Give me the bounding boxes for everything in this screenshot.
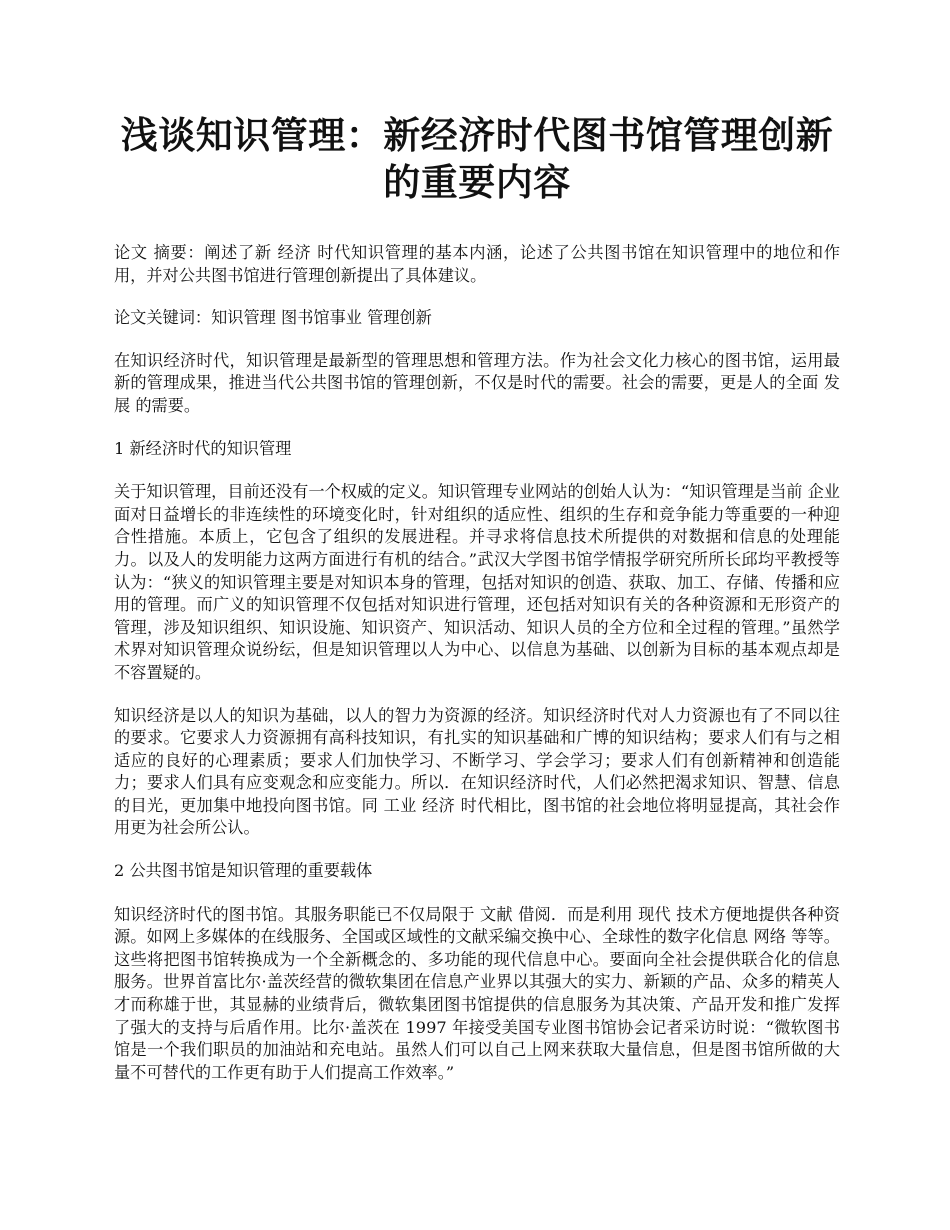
intro-paragraph: 在知识经济时代，知识管理是最新型的管理思想和管理方法。作为社会文化力核心的图书馆，运用最新的管理成果，推进当代公共图书馆的管理创新，不仅是时代的需要。社会的需要，更是人的全面 发展 的需要。	[114, 350, 840, 415]
abstract-paragraph: 论文 摘要：阐述了新 经济 时代知识管理的基本内涵，论述了公共图书馆在知识管理中的地位和作用，并对公共图书馆进行管理创新提出了具体建议。	[114, 243, 840, 285]
title-line-2: 的重要内容	[383, 160, 571, 204]
document-title	[114, 112, 840, 206]
section-2-paragraph-1: 知识经济时代的图书馆。其服务职能已不仅局限于 文献 借阅．而是利用 现代 技术方便地提供各种资源。如网上多媒体的在线服务、全国或区域性的文献采编交换中心、全球性的数字化信息 网络 等等。这些将把图书馆转换成为一个全新概念的、多功能的现代信息中心。要面向全社会提供联合化的信息服务。世界首富比尔·盖茨经营的微软集团在信息产业界以其强大的实力、新颖的产品、众多的精英人才而称雄于世，其显赫的业绩背后，微软集团图书馆提供的信息服务为其决策、产品开发和推广发挥了强大的支持与后盾作用。比尔·盖茨在 1997 年接受美国专业图书馆协会记者采访时说：“微软图书馆是一个我们职员的加油站和充电站。虽然人们可以自己上网来获取大量信息，但是图书馆所做的大量不可替代的工作更有助于人们提高工作效率。”	[114, 904, 840, 1082]
title-line-1: 浅谈知识管理：新经济时代图书馆管理创新	[120, 113, 834, 157]
section-2-heading: 2 公共图书馆是知识管理的重要载体	[114, 861, 373, 881]
section-1-heading: 1 新经济时代的知识管理	[114, 438, 292, 458]
keywords-paragraph: 论文关键词：知识管理 图书馆事业 管理创新	[114, 308, 432, 328]
section-1-paragraph-2: 知识经济是以人的知识为基础，以人的智力为资源的经济。知识经济时代对人力资源也有了不同以往的要求。它要求人力资源拥有高科技知识，有扎实的知识基础和广博的知识结构；要求人们有与之相适应的良好的心理素质；要求人们加快学习、不断学习、学会学习；要求人们有创新精神和创造能力；要求人们具有应变观念和应变能力。所以．在知识经济时代，人们必然把渴求知识、智慧、信息的目光，更加集中地投向图书馆。同 工业 经济 时代相比，图书馆的社会地位将明显提高，其社会作用更为社会所公认。	[114, 705, 840, 838]
section-1-paragraph-1: 关于知识管理，目前还没有一个权威的定义。知识管理专业网站的创始人认为：“知识管理是当前 企业 面对日益增长的非连续性的环境变化时，针对组织的适应性、组织的生存和竞争能力等重要的一种迎合性措施。本质上，它包含了组织的发展进程。并寻求将信息技术所提供的对数据和信息的处理能力。以及人的发明能力这两方面进行有机的结合。”武汉大学图书馆学情报学研究所所长邱均平教授等认为：“狭义的知识管理主要是对知识本身的管理，包括对知识的创造、获取、加工、存储、传播和应用的管理。而广义的知识管理不仅包括对知识进行管理，还包括对知识有关的各种资源和无形资产的管理，涉及知识组织、知识设施、知识资产、知识活动、知识人员的全方位和全过程的管理。”虽然学术界对知识管理众说纷纭，但是知识管理以人为中心、以信息为基础、以创新为目标的基本观点却是不容置疑的。	[114, 482, 840, 682]
